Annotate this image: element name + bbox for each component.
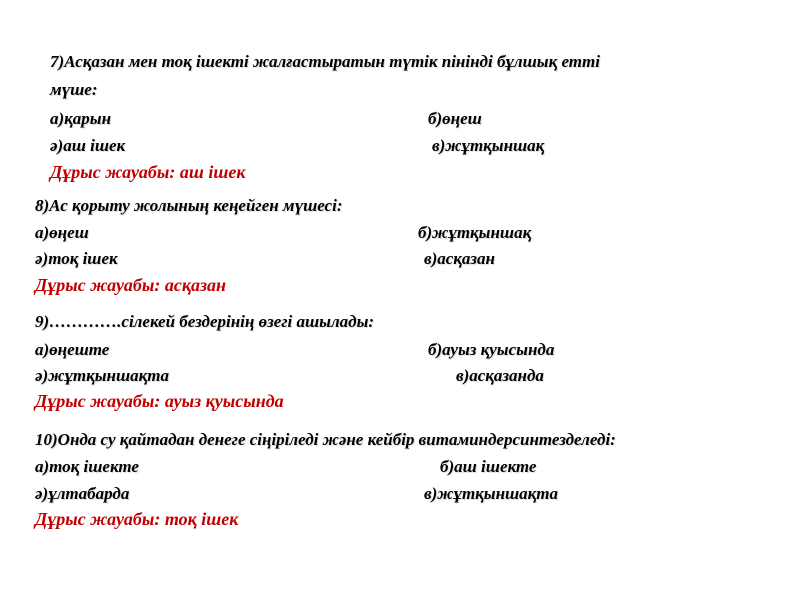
- question-8-option-b: б)жұтқыншақ: [418, 223, 532, 242]
- question-8-option-a: а)өңеш: [35, 223, 89, 242]
- question-10-option-d: в)жұтқыншақта: [424, 484, 559, 503]
- question-10-option-b: б)аш ішекте: [440, 457, 537, 476]
- question-7-answer: Дұрыс жауабы: аш ішек: [50, 162, 246, 182]
- question-10-option-a: а)тоқ ішекте: [35, 457, 139, 476]
- question-7-option-b: б)өңеш: [428, 109, 482, 128]
- question-7-option-c: ә)аш ішек: [50, 136, 126, 155]
- question-9-stem: 9)………….сілекей бездерінің өзегі ашылады:: [35, 312, 375, 331]
- question-10-option-c: ә)ұлтабарда: [35, 484, 130, 503]
- question-9-option-a: а)өңеште: [35, 340, 110, 359]
- question-9-answer: Дұрыс жауабы: ауыз қуысында: [35, 391, 284, 411]
- question-9-option-d: в)асқазанда: [456, 366, 544, 385]
- question-7-option-d: в)жұтқыншақ: [432, 136, 545, 155]
- question-8-answer: Дұрыс жауабы: асқазан: [35, 275, 227, 295]
- question-7-stem-line2: мүше:: [50, 80, 98, 99]
- question-10-stem: 10)Онда су қайтадан денеге сіңіріледі және кейбір витаминдерсинтезделеді:: [35, 430, 616, 449]
- question-7-stem-line1: 7)Асқазан мен тоқ ішекті жалғастыратын түтік пініндi бұлшық етті: [50, 52, 600, 71]
- question-8-stem: 8)Ас қорыту жолының кеңейген мүшесі:: [35, 196, 343, 215]
- question-8-option-d: в)асқазан: [424, 249, 495, 268]
- question-9-option-b: б)ауыз қуысында: [428, 340, 555, 359]
- question-8-option-c: ә)тоқ ішек: [35, 249, 118, 268]
- question-9-option-c: ә)жұтқыншақта: [35, 366, 169, 385]
- question-7-option-a: а)қарын: [50, 109, 112, 128]
- question-10-answer: Дұрыс жауабы: тоқ ішек: [35, 509, 239, 529]
